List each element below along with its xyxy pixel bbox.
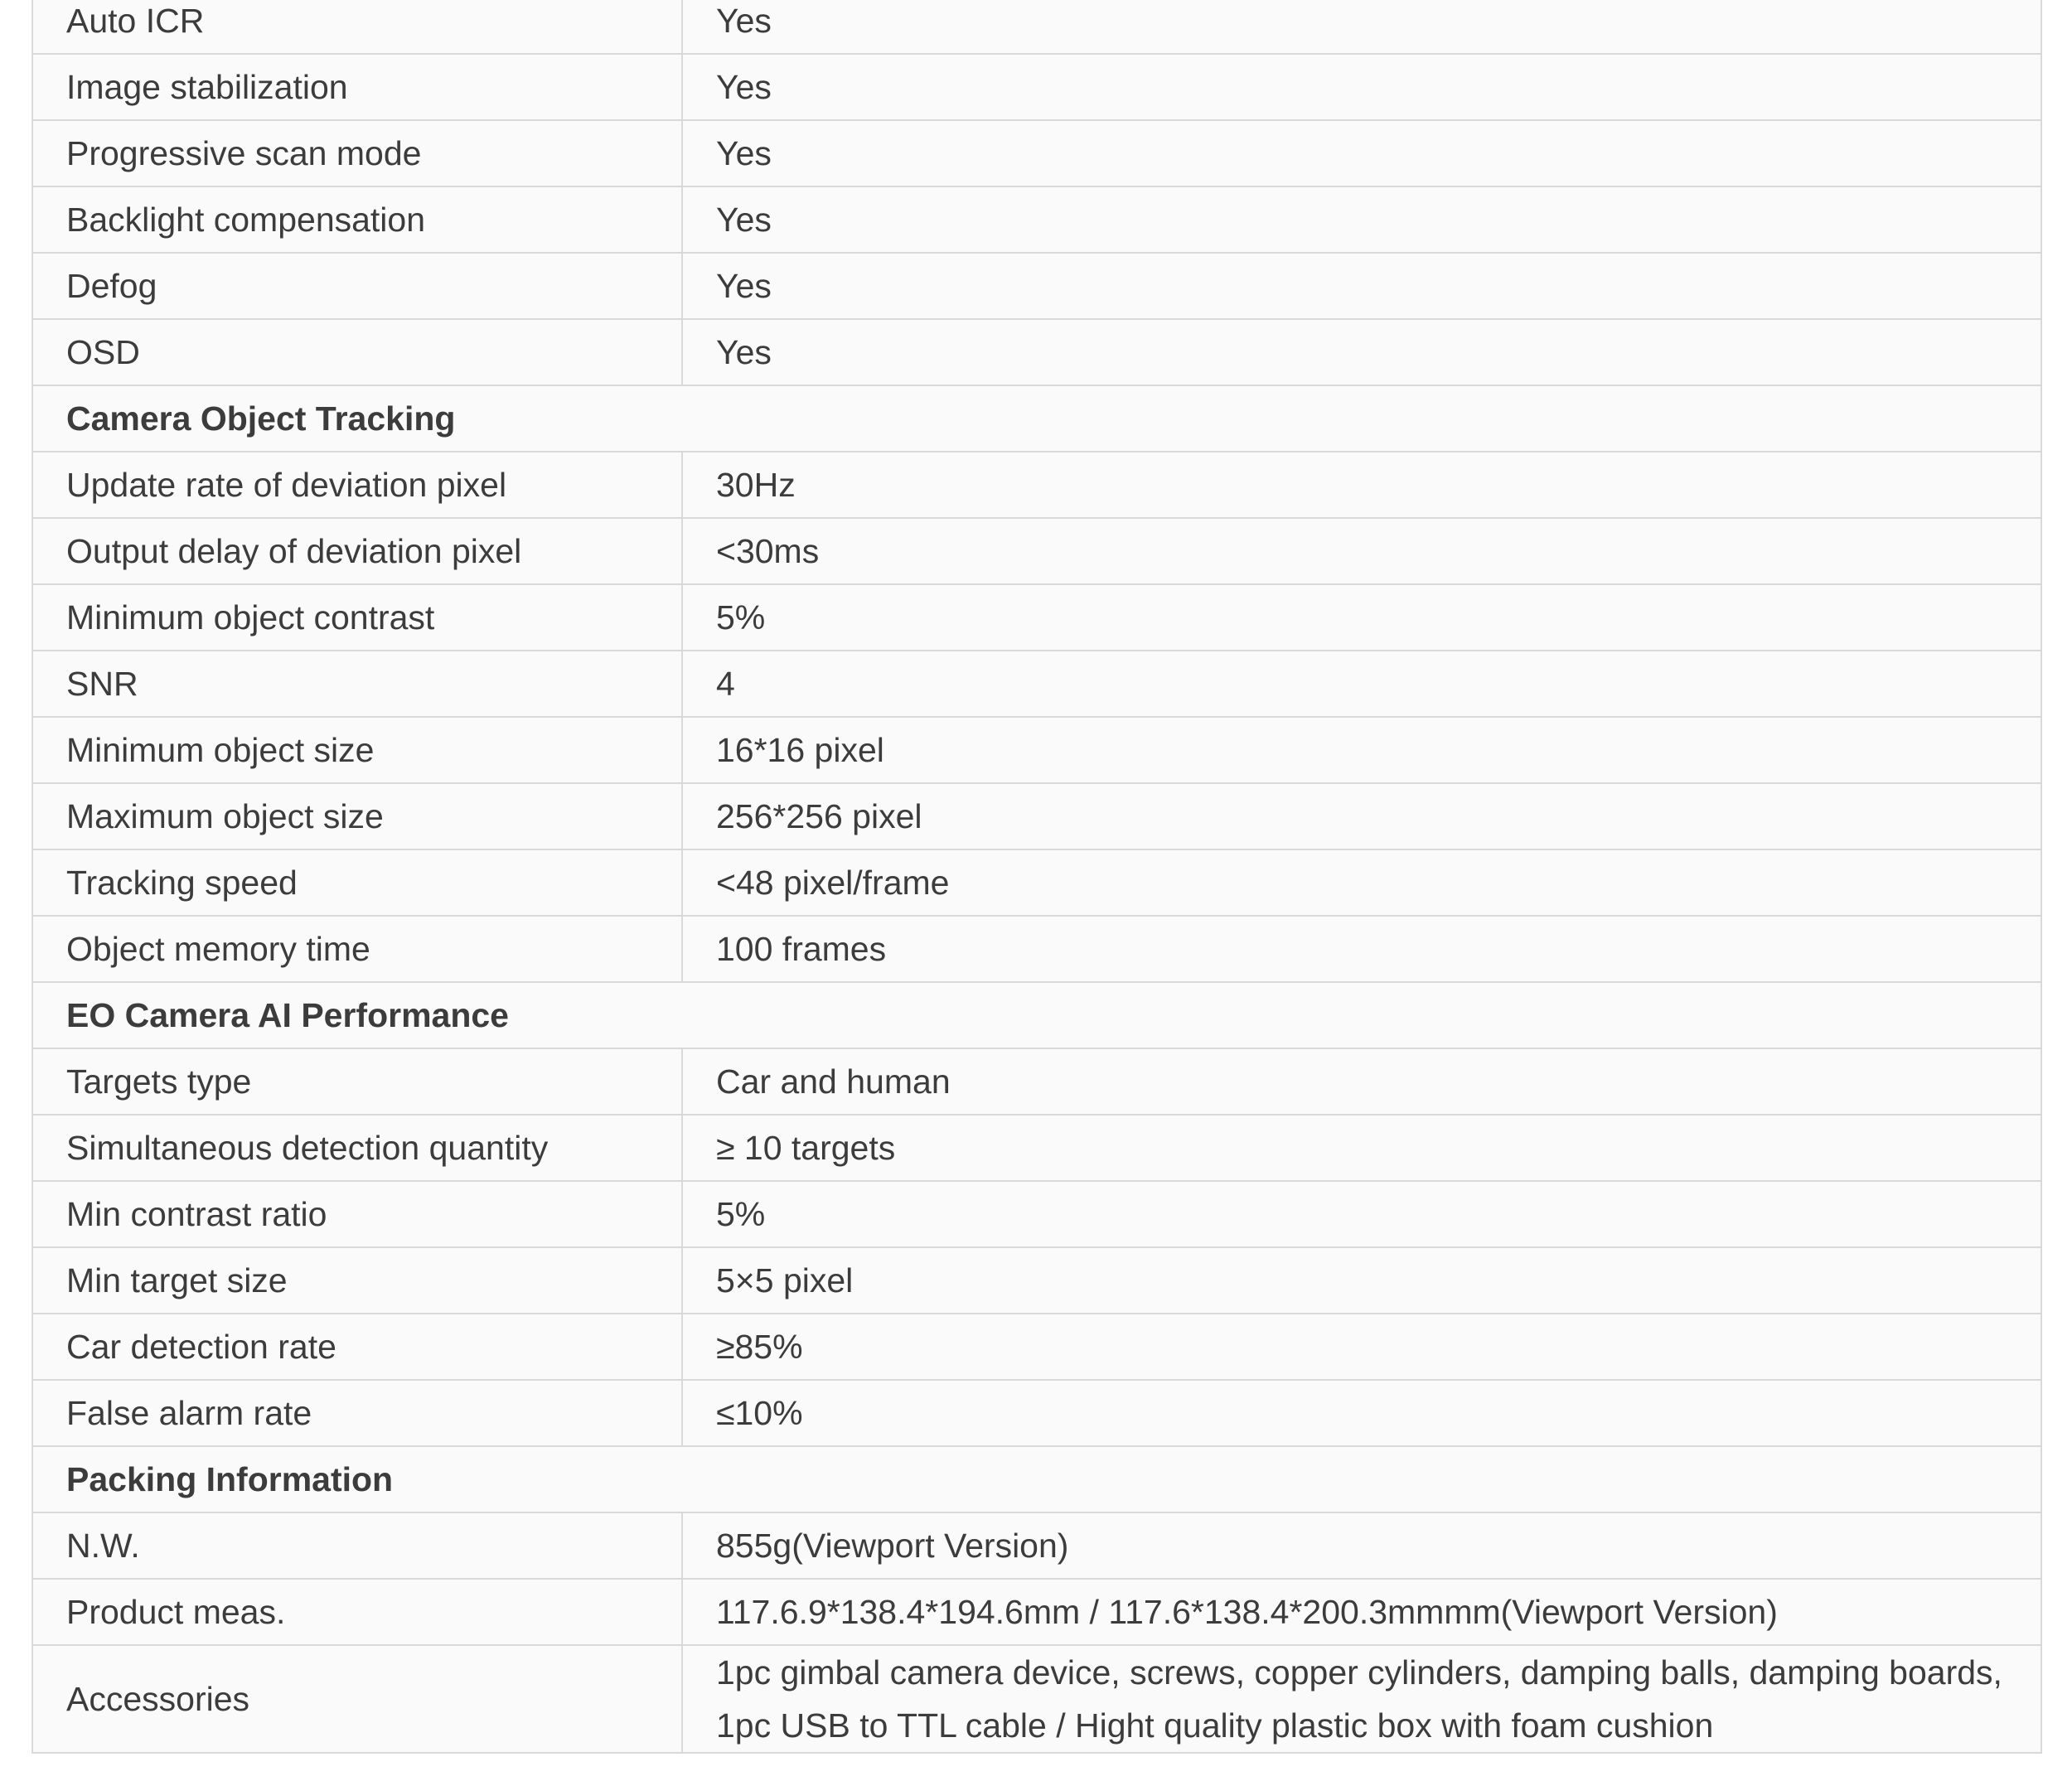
spec-label: Minimum object size [32,717,682,783]
section-title: Camera Object Tracking [32,385,2041,452]
spec-table-body [32,0,2041,1753]
spec-row [32,1645,2041,1753]
spec-value: <30ms [682,518,2041,584]
spec-value: Car and human [682,1048,2041,1115]
spec-value: 855g(Viewport Version) [682,1512,2041,1579]
spec-row [32,717,2041,783]
spec-row [32,584,2041,651]
spec-value: Yes [682,319,2041,385]
spec-value: 16*16 pixel [682,717,2041,783]
spec-row [32,1181,2041,1247]
spec-label: Output delay of deviation pixel [32,518,682,584]
spec-row [32,651,2041,717]
section-title: EO Camera AI Performance [32,982,2041,1048]
spec-row [32,253,2041,319]
spec-row [32,1579,2041,1645]
spec-row [32,452,2041,518]
spec-value: 1pc gimbal camera device, screws, copper cylinders, damping balls, damping boards, 1pc USB to TTL cable / Hight quality plastic box with foam cushion [682,1645,2041,1753]
spec-row [32,1247,2041,1314]
spec-value: ≤10% [682,1380,2041,1446]
spec-label: SNR [32,651,682,717]
spec-value: <48 pixel/frame [682,849,2041,916]
spec-value: Yes [682,186,2041,253]
spec-label: Targets type [32,1048,682,1115]
spec-label: Simultaneous detection quantity [32,1115,682,1181]
spec-label: Tracking speed [32,849,682,916]
spec-label: Auto ICR [32,0,682,54]
spec-label: Car detection rate [32,1314,682,1380]
spec-value: 117.6.9*138.4*194.6mm / 117.6*138.4*200.3mmmm(Viewport Version) [682,1579,2041,1645]
spec-label: Object memory time [32,916,682,982]
spec-value: ≥ 10 targets [682,1115,2041,1181]
spec-row [32,120,2041,186]
spec-label: N.W. [32,1512,682,1579]
spec-label: False alarm rate [32,1380,682,1446]
spec-label: OSD [32,319,682,385]
section-header-row [32,385,2041,452]
spec-value: 5% [682,584,2041,651]
spec-row [32,916,2041,982]
spec-row [32,1380,2041,1446]
spec-value: 256*256 pixel [682,783,2041,849]
section-title: Packing Information [32,1446,2041,1512]
spec-row [32,1512,2041,1579]
spec-value: 5×5 pixel [682,1247,2041,1314]
spec-label: Accessories [32,1645,682,1753]
spec-row [32,54,2041,120]
spec-row [32,1048,2041,1115]
spec-label: Defog [32,253,682,319]
spec-row [32,849,2041,916]
spec-row [32,518,2041,584]
spec-value: Yes [682,253,2041,319]
spec-value: Yes [682,0,2041,54]
spec-row [32,319,2041,385]
spec-row [32,783,2041,849]
spec-value: 5% [682,1181,2041,1247]
spec-label: Backlight compensation [32,186,682,253]
spec-row [32,186,2041,253]
spec-value: Yes [682,120,2041,186]
spec-value: 100 frames [682,916,2041,982]
spec-label: Product meas. [32,1579,682,1645]
spec-value: 4 [682,651,2041,717]
section-header-row [32,1446,2041,1512]
spec-row [32,1115,2041,1181]
section-header-row [32,982,2041,1048]
spec-label: Image stabilization [32,54,682,120]
spec-label: Min contrast ratio [32,1181,682,1247]
spec-row [32,1314,2041,1380]
spec-table [31,0,2042,1754]
spec-label: Min target size [32,1247,682,1314]
spec-value: 30Hz [682,452,2041,518]
spec-label: Update rate of deviation pixel [32,452,682,518]
spec-row [32,0,2041,54]
spec-value: ≥85% [682,1314,2041,1380]
spec-label: Minimum object contrast [32,584,682,651]
spec-value: Yes [682,54,2041,120]
spec-label: Maximum object size [32,783,682,849]
spec-label: Progressive scan mode [32,120,682,186]
